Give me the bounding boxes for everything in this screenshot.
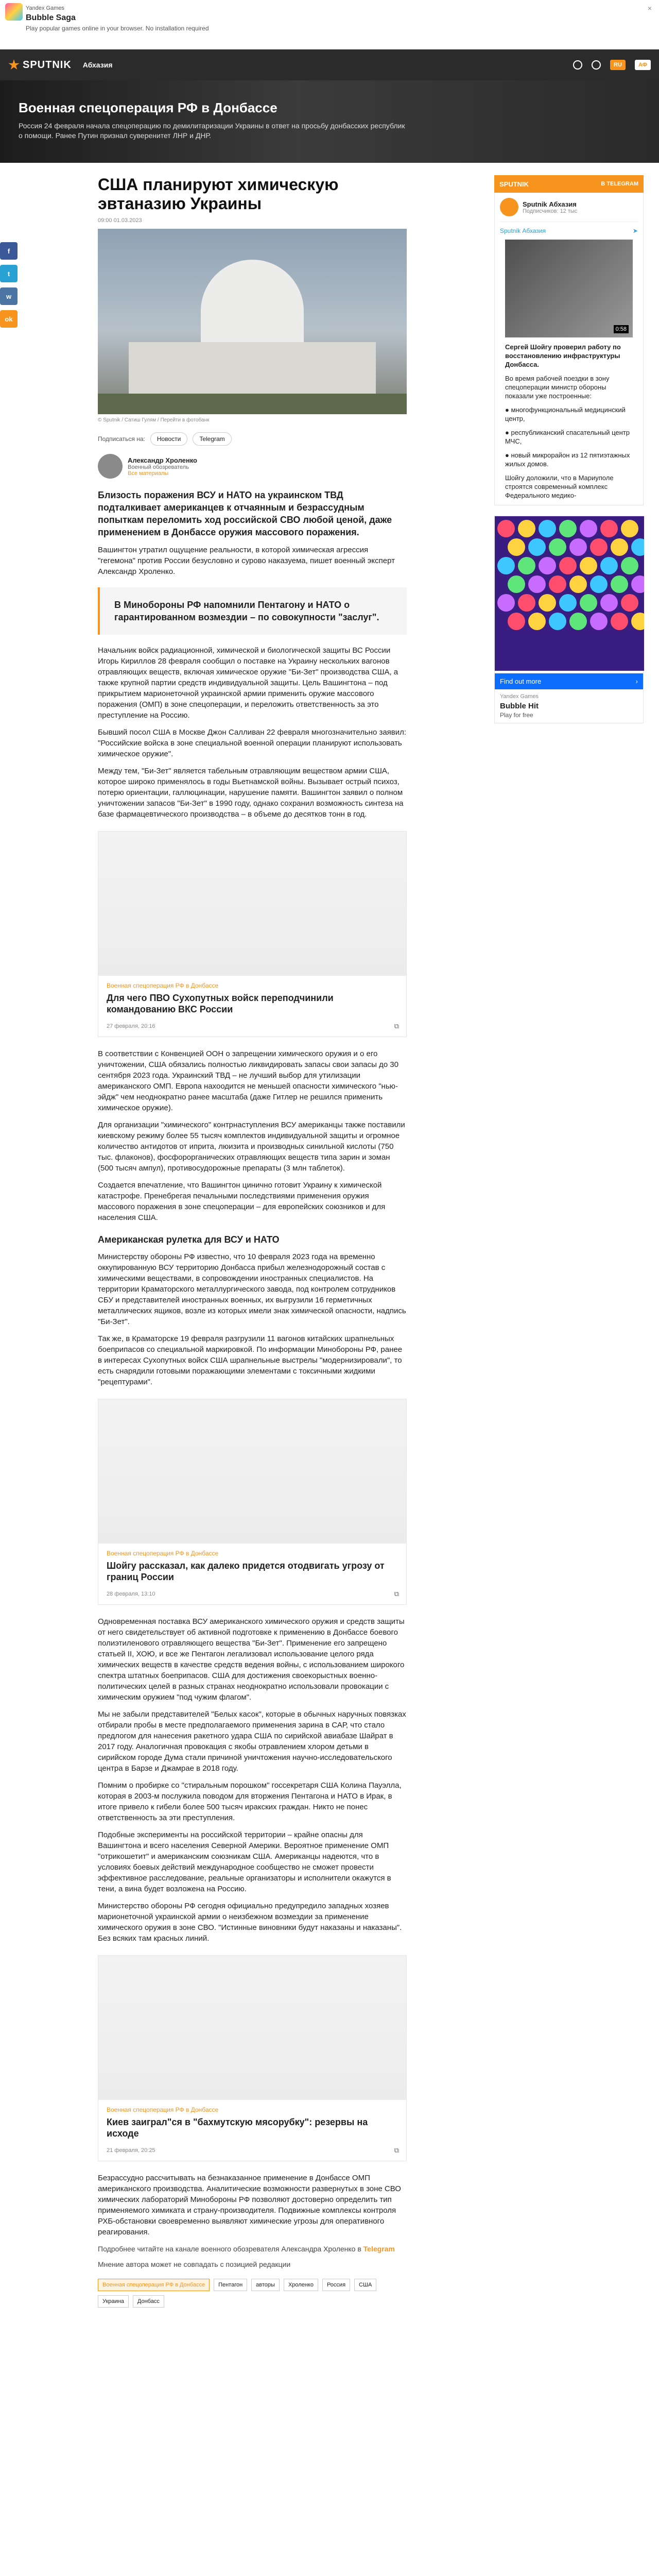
paragraph: Помним о пробирке со "стиральным порошком" госсекретаря США Колина Пауэлла, которая в 2003-м послужила поводом для вторжения Пентагона и НАТО в Ирак, в итоге привело к гибели более 500 тысяч иракских граждан. Никто не понес ответственность за эти преступления. bbox=[98, 1781, 402, 1822]
opinion-disclaimer bbox=[98, 2260, 407, 2268]
bubble bbox=[549, 613, 566, 630]
bubble bbox=[621, 520, 638, 537]
bubble bbox=[497, 594, 515, 612]
bubble bbox=[549, 575, 566, 593]
tag[interactable]: Пентагон bbox=[214, 2279, 247, 2291]
related-card[interactable] bbox=[98, 1399, 407, 1605]
card-date: 21 февраля, 20:25 bbox=[107, 2147, 155, 2154]
tag[interactable]: США bbox=[354, 2279, 376, 2291]
subscribe-label: Подписаться на: bbox=[98, 435, 145, 443]
lang-ru[interactable]: RU bbox=[610, 60, 626, 70]
bubble bbox=[518, 594, 535, 612]
post-more: Шойгу доложили, что в Мариуполе строятся современный комплекс Федерального медико- bbox=[505, 474, 614, 499]
post-video[interactable] bbox=[505, 240, 633, 337]
card-date: 27 февраля, 20:16 bbox=[107, 1023, 155, 1029]
paragraph: Так же, в Краматорске 19 февраля разгрузили 11 вагонов китайских шрапнельных боеприпасов со специальной маркировкой. По информации Минобороны РФ, ранее в интересах Сухопутных войск США шрапнельные выстрелы "модернизировали", то есть снарядили готовыми поражающими элементами с токсичными жидкими "рецептурами". bbox=[98, 1334, 403, 1386]
bubble bbox=[600, 520, 618, 537]
bubble bbox=[611, 613, 628, 630]
section-heading: Американская рулетка для ВСУ и НАТО bbox=[98, 1234, 280, 1245]
bubble bbox=[611, 575, 628, 593]
channel-subscribers: Подписчиков: 12 тыс bbox=[523, 208, 578, 214]
bubble bbox=[518, 520, 535, 537]
bubble bbox=[569, 538, 587, 556]
bubble bbox=[580, 520, 597, 537]
bubble bbox=[600, 594, 618, 612]
card-title: Для чего ПВО Сухопутных войск переподчинили командованию ВКС России bbox=[107, 993, 334, 1014]
card-title: Шойгу рассказал, как далеко придется отодвигать угрозу от границ России bbox=[107, 1561, 385, 1582]
paragraph: Безрассудно рассчитывать на безнаказанное применение в Донбассе ОМП американского производства. Аналитические возможности развернутых в зоне СВО химических лабораторий Минобороны РФ позволяют достоверно определить тип применяемого химиката и страну-производителя. Подвижные комплексы контроля РХБ-обстановки своевременно выявляют химические угрозы для оперативного реагирования. bbox=[98, 2174, 401, 2236]
paragraph: Создается впечатление, что Вашингтон цинично готовит Украину к химической катастрофе. Пренебрегая печальными последствиями применения оружия массового поражения в зоне спецоперации – для европейских союзников и для населения США. bbox=[98, 1181, 386, 1222]
bubble bbox=[528, 613, 546, 630]
bubble bbox=[621, 594, 638, 612]
bubble-game-image bbox=[495, 516, 644, 671]
ad-brand: Yandex Games bbox=[500, 693, 539, 700]
article bbox=[98, 175, 407, 2308]
card-tag: Военная спецоперация РФ в Донбассе bbox=[107, 2106, 219, 2113]
post-bullet: ● новый микрорайон из 12 пятиэтажных жилых домов. bbox=[505, 451, 630, 468]
bubble bbox=[508, 613, 525, 630]
related-quote[interactable]: В Минобороны РФ напомнили Пентагону и НАТО о гарантированном возмездии – по совокупности "заслуг". bbox=[98, 587, 407, 635]
bubble bbox=[549, 538, 566, 556]
tag[interactable]: Донбасс bbox=[133, 2295, 164, 2308]
paragraph: В соответствии с Конвенцией ООН о запрещении химического оружия и о его уничтожении, США обязались полностью ликвидировать запасы свои запасы до 30 сентября 2023 года. Украинский ТВД – не лучший выбор для утилизации американского ОМП. Европа нахоодится не меньшей опасности химического "нью-эйдж" чем неоднократно ранее масштаба (даже Гитлер не решился применить химическое оружие). bbox=[98, 1049, 398, 1112]
photo-ground bbox=[98, 394, 407, 414]
card-date: 28 февраля, 13:10 bbox=[107, 1591, 155, 1597]
subscribe-telegram-button[interactable]: Telegram bbox=[193, 432, 231, 446]
disclaimer-text: Мнение автора может не совпадать с позицией редакции bbox=[98, 2260, 291, 2268]
bubble bbox=[528, 538, 546, 556]
hero-title[interactable]: Военная спецоперация РФ в Донбассе bbox=[19, 100, 278, 115]
paragraph: Вашингтон утратил ощущение реальности, в которой химическая агрессия "гегемона" против России безусловно и сурово наказуема, пишет военный эксперт Александр Хроленко. bbox=[98, 546, 395, 576]
bubble bbox=[621, 557, 638, 574]
arrow-right-icon: › bbox=[635, 677, 638, 685]
bubble bbox=[539, 594, 556, 612]
author-all-link[interactable]: Все материалы bbox=[128, 470, 169, 477]
find-out-more-button[interactable] bbox=[495, 673, 643, 689]
lang-abkhaz[interactable]: АФ bbox=[635, 60, 651, 70]
main-nav bbox=[0, 49, 659, 80]
widget-title: SPUTNIK bbox=[499, 180, 529, 188]
ad-game-desc: Play for free bbox=[500, 711, 533, 719]
bubble bbox=[580, 594, 597, 612]
post-body: Во время рабочей поездки в зону спецоперации министр обороны показали уже построенные: bbox=[505, 375, 610, 400]
region-selector[interactable]: Абхазия bbox=[82, 61, 113, 69]
card-title: Киев заиграл"ся в "бахмутскую мясорубку": резервы на исходе bbox=[107, 2117, 368, 2139]
search-icon[interactable] bbox=[592, 60, 601, 70]
share-ok-button[interactable]: ok bbox=[0, 310, 18, 328]
article-title: США планируют химическую эвтаназию Украины bbox=[98, 175, 339, 213]
paragraph: Одновременная поставка ВСУ американского химического оружия и средств защиты от него свидетельствует об активной подготовке к применению в Донбассе боевого полиэтиленового отравляющего вещества "Би-Зет". Применение его запрещено статьей II, ХОЮ, и все же Пентагон легализовал использование целого ряда химических веществ в качестве средств ведения войны, с использованием широкого спектра штатных боеприпасов. США для достижения своекорыстных военно-политических целей в разных странах неоднократно использовали провокации с химическим оружием "под чужим флагом". bbox=[98, 1617, 405, 1702]
logo-text: SPUTNIK bbox=[23, 59, 72, 71]
bubble bbox=[569, 575, 587, 593]
site-logo[interactable] bbox=[8, 59, 72, 71]
user-icon[interactable] bbox=[573, 60, 582, 70]
paragraph: Министерство обороны РФ сегодня официально предупредило западных хозяев марионеточной украинской армии о неизбежном возмездии за применение химического оружия в зоне СВО. "Истинные виновники будут наказаны и наказаны". Без всяких там красных линий. bbox=[98, 1902, 402, 1943]
open-icon: ⧉ bbox=[394, 2146, 399, 2154]
paragraph: Министерству обороны РФ известно, что 10 февраля 2023 года на временно оккупированную ВСУ территорию Донбасса прибыл железнодорожный состав с химическими веществами, в сопровождении иностранных специалистов. На территории Краматорского металлургического завода, под контролем сотрудников СБУ и представителей иностранных военных, их выгрузили 16 герметичных металлических ящиков, возле из которых имели знак химической опасности, надпись "Би-Зет". bbox=[98, 1252, 406, 1326]
tag[interactable]: Хроленко bbox=[284, 2279, 318, 2291]
close-icon[interactable]: × bbox=[647, 4, 652, 12]
paragraph: Подобные эксперименты на российской территории – крайне опасны для Вашингтона и всего населения Северной Америки. Вероятное применение ОМП "отрикошетит" и американским союзникам США. Американцы надеются, что в условиях боевых действий международное сообщество не сможет провести эффективное расследование, реальные организаторы и исполнители окажутся в тени, а вина будет возложена на Россию. bbox=[98, 1831, 391, 1893]
bubble bbox=[559, 557, 577, 574]
hero-text: Россия 24 февраля начала спецоперацию по демилитаризации Украины в ответ на просьбу донбасских республик о помощи. Ранее Путин признал суверенитет ЛНР и ДНР. bbox=[19, 122, 405, 140]
post-bullet: ● многофункциональный медицинский центр, bbox=[505, 406, 626, 422]
note-text: Подробнее читайте на канале военного обозревателя Александра Хроленко в bbox=[98, 2245, 361, 2253]
video-duration: 0:58 bbox=[614, 325, 629, 333]
tag-list bbox=[98, 2279, 407, 2308]
bubble bbox=[559, 520, 577, 537]
author-block[interactable] bbox=[98, 454, 407, 479]
ad-brand: Yandex Games bbox=[26, 5, 65, 11]
bubble bbox=[539, 557, 556, 574]
top-ad-banner[interactable] bbox=[0, 0, 659, 49]
tag[interactable]: Украина bbox=[98, 2295, 129, 2308]
card-tag: Военная спецоперация РФ в Донбассе bbox=[107, 1550, 219, 1557]
bubble bbox=[508, 575, 525, 593]
channel-link[interactable]: Sputnik Абхазия bbox=[500, 227, 546, 234]
card-tag: Военная спецоперация РФ в Донбассе bbox=[107, 982, 219, 989]
nav-right bbox=[573, 60, 651, 70]
channel-link-bar[interactable] bbox=[500, 222, 638, 234]
bubble bbox=[590, 613, 608, 630]
share-bar bbox=[0, 242, 19, 333]
note-telegram-link[interactable]: Telegram bbox=[363, 2245, 395, 2253]
article-photo[interactable] bbox=[98, 229, 407, 414]
card-image bbox=[98, 832, 406, 976]
share-facebook-button[interactable]: f bbox=[0, 242, 18, 260]
bubble bbox=[497, 557, 515, 574]
share-vk-button[interactable]: w bbox=[0, 287, 18, 305]
telegram-widget-header[interactable] bbox=[494, 175, 644, 193]
ad-subtitle: Play popular games online in your browser. No installation required bbox=[26, 25, 209, 32]
open-icon: ⧉ bbox=[394, 1590, 399, 1598]
open-icon: ⧉ bbox=[394, 1022, 399, 1030]
bubble bbox=[590, 538, 608, 556]
capitol-dome bbox=[201, 260, 304, 347]
bubble bbox=[590, 575, 608, 593]
subscribe-news-button[interactable]: Новости bbox=[150, 432, 187, 446]
related-card[interactable] bbox=[98, 1955, 407, 2161]
card-image bbox=[98, 1399, 406, 1544]
telegram-icon: ➤ bbox=[632, 227, 638, 234]
share-telegram-button[interactable]: t bbox=[0, 265, 18, 282]
bubble bbox=[539, 520, 556, 537]
author-note bbox=[98, 2245, 407, 2253]
bubble bbox=[569, 613, 587, 630]
bubble bbox=[518, 557, 535, 574]
bubble bbox=[497, 520, 515, 537]
bubble bbox=[528, 575, 546, 593]
bubble bbox=[508, 538, 525, 556]
special-op-hero bbox=[0, 80, 659, 163]
article-lead: Близость поражения ВСУ и НАТО на украинском ТВД подталкивает американцев к отчаянным и безрассудным попыткам переломить ход российской СВО любой ценой, даже применением в Донбассе оружия массового поражения. bbox=[98, 490, 392, 537]
capitol-base bbox=[129, 342, 376, 394]
widget-telegram-label: В TELEGRAM bbox=[601, 181, 638, 187]
telegram-channel bbox=[494, 193, 644, 505]
post-bullet: ● республиканский спасательный центр МЧС, bbox=[505, 429, 630, 445]
bubble bbox=[600, 557, 618, 574]
bubble bbox=[559, 594, 577, 612]
game-thumbnail bbox=[5, 3, 23, 21]
ad-title: Bubble Saga bbox=[26, 13, 76, 22]
bubble bbox=[611, 538, 628, 556]
paragraph: Для организации "химического" контрнаступления ВСУ американцы также поставили киевскому режиму более 55 тысяч комплектов индивидуальной защиты и огромное количество антидотов от иприта, люизита и производных синильной кислоты (750 тыс. флаконов), фосфорорганических отравляющих веществ типа зарин и зоман (500 тысяч ампул), противосудорожные препараты (3 млн таблеток). bbox=[98, 1121, 405, 1173]
subscribe-row bbox=[98, 432, 407, 446]
star-icon bbox=[8, 59, 20, 71]
author-role: Военный обозреватель bbox=[128, 464, 189, 470]
tag[interactable]: Россия bbox=[322, 2279, 350, 2291]
tag[interactable]: авторы bbox=[251, 2279, 280, 2291]
tag[interactable]: Военная спецоперация РФ в Донбассе bbox=[98, 2279, 210, 2291]
photo-caption: © Sputnik / Сатиш Гулям / Перейти в фотобанк bbox=[98, 417, 210, 423]
post-title: Сергей Шойгу проверил работу по восстановлению инфраструктуры Донбасса. bbox=[505, 343, 621, 368]
paragraph: Мы не забыли представителей "Белых касок", которые в обычных наручных повязках отбирали пробы в месте предполагаемого применения зарина в САР, что стало предлогом для нанесения ракетного удара США по сирийской авиабазе Шайрат в 2017 году. Аналогичная провокация с якобы отравлением хлором детьми в сирийском городе Дума стали причиной уничтожения научно-исследовательского центра в Барзе и Джамрае в 2018 году. bbox=[98, 1710, 406, 1773]
related-card[interactable] bbox=[98, 831, 407, 1037]
card-image bbox=[98, 1956, 406, 2100]
paragraph: Начальник войск радиационной, химической и биологической защиты ВС России Игорь Кириллов 28 февраля сообщил о поставке на Украину нескольких вагонов отравляющих веществ, включая химическое оружие "Би-Зет" производства США, а также крупной партии средств индивидуальной защиты. Цель Вашингтона – под прикрытием марионеточной украинской армии применить оружие массового поражения (ОМП) в зоне спецоперации, и переложить ответственность за это преступление на Россию. bbox=[98, 646, 398, 720]
avatar bbox=[98, 454, 123, 479]
sidebar-game-ad[interactable] bbox=[494, 516, 644, 723]
paragraph: Между тем, "Би-Зет" является табельным отравляющим веществом армии США, которое широко применялось в годы Вьетнамской войны. Вызывает острый психоз, потерю ориентации, галлюцинации, нарушение памяти. Вашингтон заявил о полном уничтожении запасов "Би-Зет" в 1990 году, однако сохранил возможность синтеза на базе фармацевтического производства – в объеме до десятков тонн в год. bbox=[98, 767, 404, 819]
article-date: 09:00 01.03.2023 bbox=[98, 217, 142, 224]
author-name: Александр Хроленко bbox=[128, 456, 197, 464]
bubble bbox=[580, 557, 597, 574]
channel-avatar bbox=[500, 198, 518, 216]
paragraph: Бывший посол США в Москве Джон Салливан 22 февраля многозначительно заявил: "Российские войска в зоне специальной военной операции планируют использовать химическое оружие". bbox=[98, 728, 407, 758]
telegram-post[interactable] bbox=[505, 240, 633, 500]
ad-game-name: Bubble Hit bbox=[500, 702, 539, 710]
find-out-more-label: Find out more bbox=[500, 677, 542, 685]
sidebar bbox=[494, 175, 644, 723]
channel-name: Sputnik Абхазия bbox=[523, 200, 577, 208]
